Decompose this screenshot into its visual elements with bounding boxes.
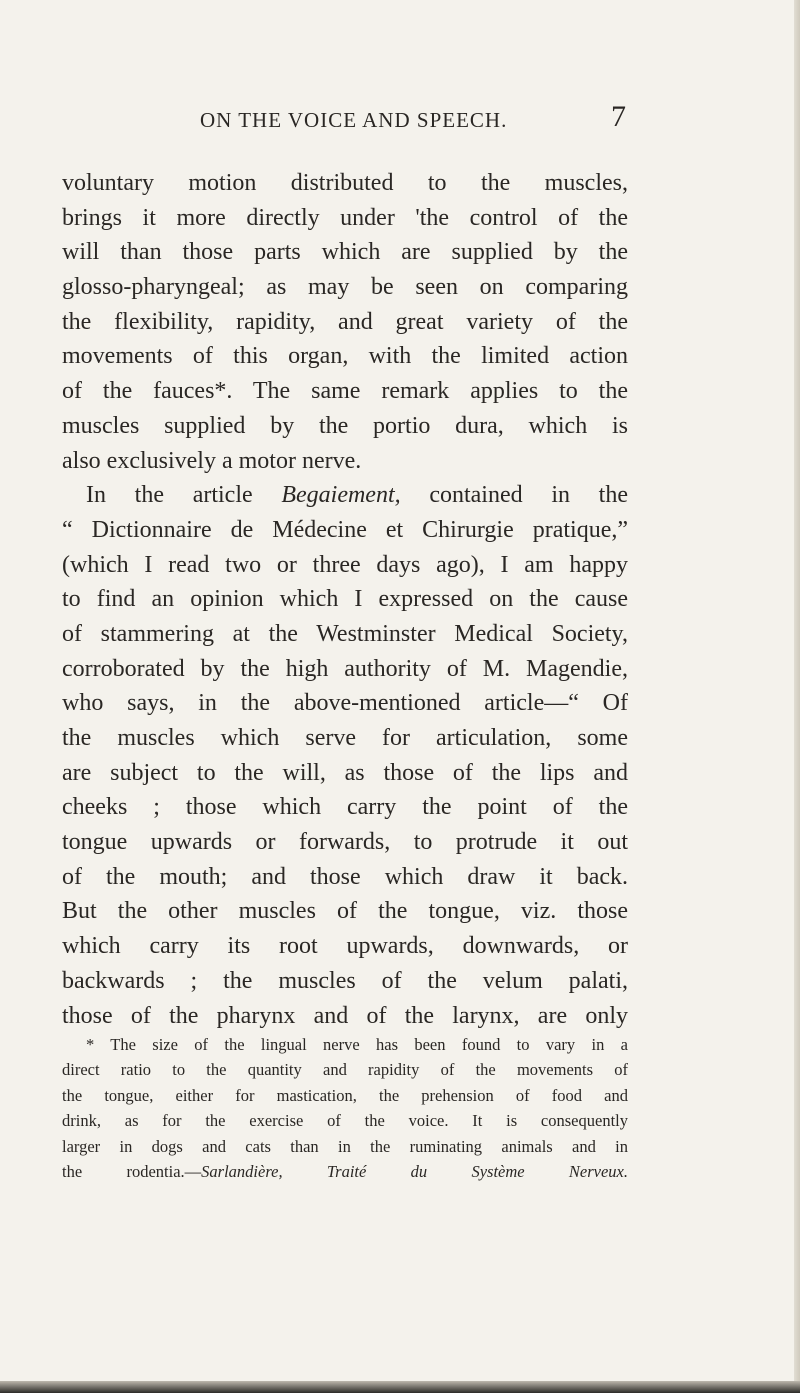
paragraph-start-line — [62, 478, 628, 513]
page-number: 7 — [611, 100, 626, 133]
text-line: brings it more directly under 'the control of the — [62, 204, 628, 231]
text-line: glosso-pharyngeal; as may be seen on comparing — [62, 274, 628, 301]
text-line: tongue upwards or forwards, to protrude it out — [62, 829, 628, 856]
text-line: are subject to the will, as those of the lips and — [62, 759, 628, 786]
footnote-line: larger in dogs and cats than in the ruminating animals and in — [62, 1136, 628, 1156]
text-segment: contained in the — [400, 482, 629, 509]
text-line: also exclusively a motor nerve. — [62, 447, 362, 474]
text-line: to find an opinion which I expressed on the cause — [62, 586, 628, 613]
footnote-line: direct ratio to the quantity and rapidity of the movements of — [62, 1060, 628, 1080]
text-segment: In the article — [86, 482, 282, 509]
footnote-line — [62, 1159, 628, 1184]
article-title: Begaiement, — [281, 482, 401, 509]
text-line: movements of this organ, with the limited action — [62, 343, 628, 370]
text-line: of the mouth; and those which draw it back. — [62, 863, 628, 890]
citation: Sarlandière, Traité du Système Nerveux. — [201, 1161, 628, 1181]
text-line: who says, in the above-mentioned article—“ Of — [62, 690, 628, 717]
text-line: which carry its root upwards, downwards, or — [62, 933, 628, 960]
text-line: “ Dictionnaire de Médecine et Chirurgie pratique,” — [62, 516, 628, 543]
text-line: backwards ; the muscles of the velum palati, — [62, 967, 628, 994]
text-line: muscles supplied by the portio dura, which is — [62, 412, 628, 439]
footnote — [62, 1032, 628, 1184]
page-edge-bottom — [0, 1381, 800, 1393]
footnote-line: the tongue, either for mastication, the prehension of food and — [62, 1085, 628, 1105]
text-line: (which I read two or three days ago), I am happy — [62, 551, 628, 578]
text-line: those of the pharynx and of the larynx, are only — [62, 1002, 628, 1029]
footnote-line: * The size of the lingual nerve has been found to vary in a — [86, 1035, 628, 1054]
page-edge-right — [794, 0, 800, 1393]
text-line: will than those parts which are supplied by the — [62, 239, 628, 266]
text-line: of stammering at the Westminster Medical Society, — [62, 620, 628, 647]
page-header — [60, 96, 626, 140]
text-line: voluntary motion distributed to the muscles, — [62, 170, 628, 196]
text-line: of the fauces*. The same remark applies to the — [62, 378, 628, 405]
text-line: But the other muscles of the tongue, viz. those — [62, 898, 628, 925]
text-line: cheeks ; those which carry the point of the — [62, 794, 628, 821]
text-line: the muscles which serve for articulation, some — [62, 725, 628, 751]
running-head: ON THE VOICE AND SPEECH. — [200, 108, 508, 132]
text-segment: the rodentia.— — [62, 1161, 202, 1181]
text-line: corroborated by the high authority of M. Magendie, — [62, 655, 628, 682]
text-line: the flexibility, rapidity, and great variety of the — [62, 308, 628, 335]
body-text — [62, 166, 628, 1033]
footnote-line: drink, as for the exercise of the voice. It is consequently — [62, 1111, 628, 1131]
